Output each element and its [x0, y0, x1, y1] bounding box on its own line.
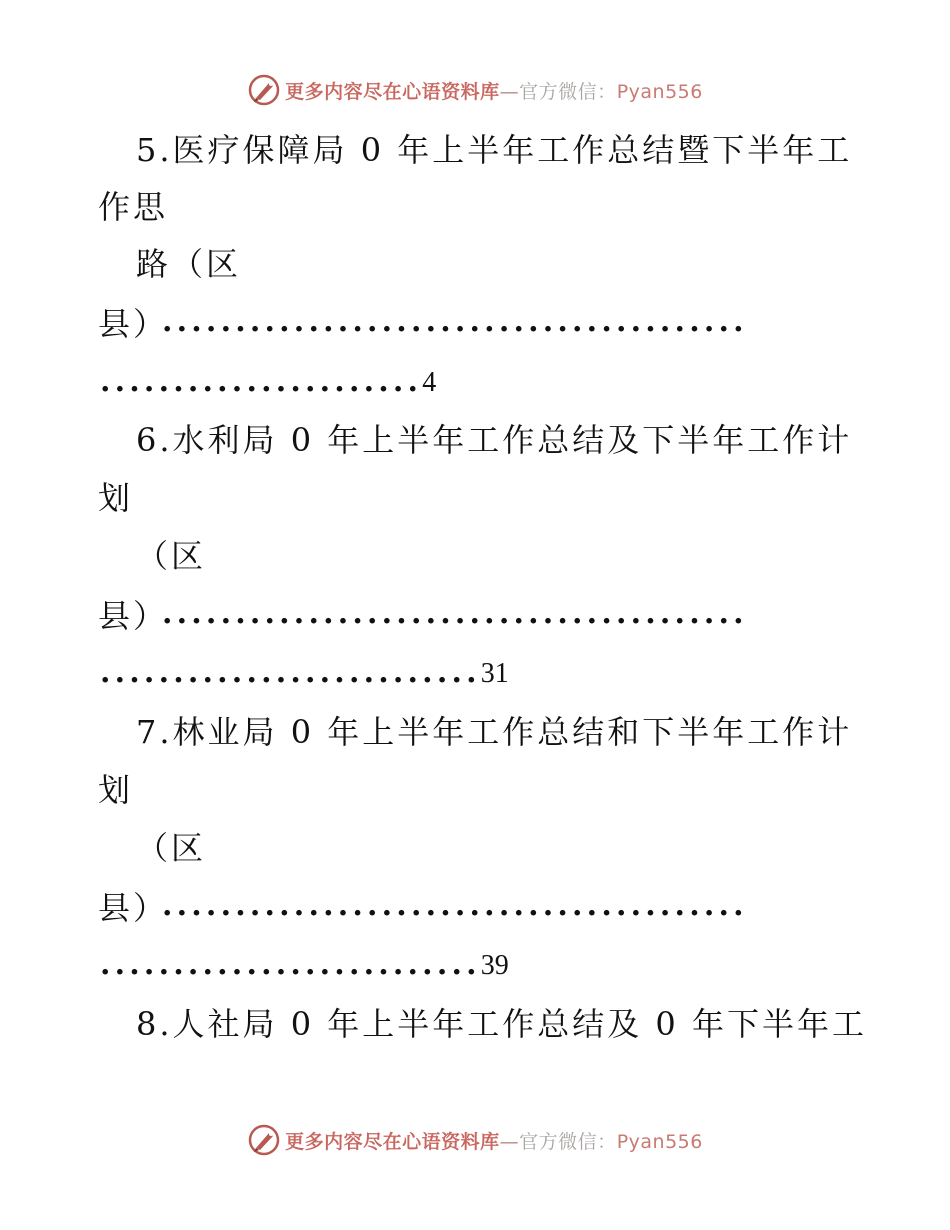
- toc-entry-6-title-line1: 6.水利局 0 年上半年工作总结及下半年工作计: [136, 421, 853, 459]
- toc-entry-7-leader-dots-2: ..........................: [100, 947, 481, 982]
- watermark-contact-id: Pyan556: [616, 1130, 703, 1153]
- watermark-separator: —: [499, 1130, 520, 1153]
- toc-entry-6-title-line2: 划: [98, 479, 134, 517]
- toc-entry-5-title-line4: 县）: [98, 305, 169, 343]
- watermark-contact-id: Pyan556: [616, 80, 703, 103]
- toc-entry-5-leader-dots-1: ........................................: [162, 304, 748, 339]
- toc-entry-7-title-line3: （区: [136, 829, 207, 867]
- toc-entry-7-leader-row: [100, 945, 509, 986]
- toc-entry-7-title-line4: 县）: [98, 889, 169, 927]
- toc-entry-6-leader-row: [100, 653, 509, 694]
- toc-entry-6-title-line4: 县）: [98, 597, 169, 635]
- toc-entry-5-leader-row: [100, 362, 436, 403]
- toc-entry-5-title-line1: 5.医疗保障局 0 年上半年工作总结暨下半年工: [136, 131, 853, 169]
- toc-entry-6-page-number: 31: [480, 658, 509, 689]
- watermark-site-name: 更多内容尽在心语资料库: [285, 1130, 500, 1153]
- toc-entry-5-title-line2: 作思: [98, 188, 169, 226]
- watermark-banner-bottom: [0, 1118, 950, 1162]
- watermark-banner-top: [0, 68, 950, 112]
- toc-entry-8-title-line1: 8.人社局 0 年上半年工作总结及 0 年下半年工: [136, 1005, 867, 1043]
- toc-entry-6-leader-dots-1: ........................................: [162, 596, 748, 631]
- watermark-contact-label: 官方微信：: [519, 1130, 617, 1153]
- watermark-separator: —: [499, 80, 520, 103]
- toc-entry-5-page-number: 4: [422, 367, 437, 398]
- watermark-contact-label: 官方微信：: [519, 80, 617, 103]
- toc-entry-5-leader-dots-2: ......................: [100, 364, 423, 399]
- toc-entry-5-title-line3: 路（区: [136, 245, 242, 283]
- toc-entry-6-leader-dots-2: ..........................: [100, 655, 481, 690]
- pen-logo-icon: [247, 73, 281, 107]
- toc-entry-7-title-line1: 7.林业局 0 年上半年工作总结和下半年工作计: [136, 713, 853, 751]
- toc-entry-7-page-number: 39: [480, 950, 509, 981]
- pen-logo-icon: [247, 1123, 281, 1157]
- toc-entry-7-leader-dots-1: ........................................: [162, 888, 748, 923]
- toc-entry-6-title-line3: （区: [136, 537, 207, 575]
- toc-entry-7-title-line2: 划: [98, 771, 134, 809]
- watermark-site-name: 更多内容尽在心语资料库: [285, 80, 500, 103]
